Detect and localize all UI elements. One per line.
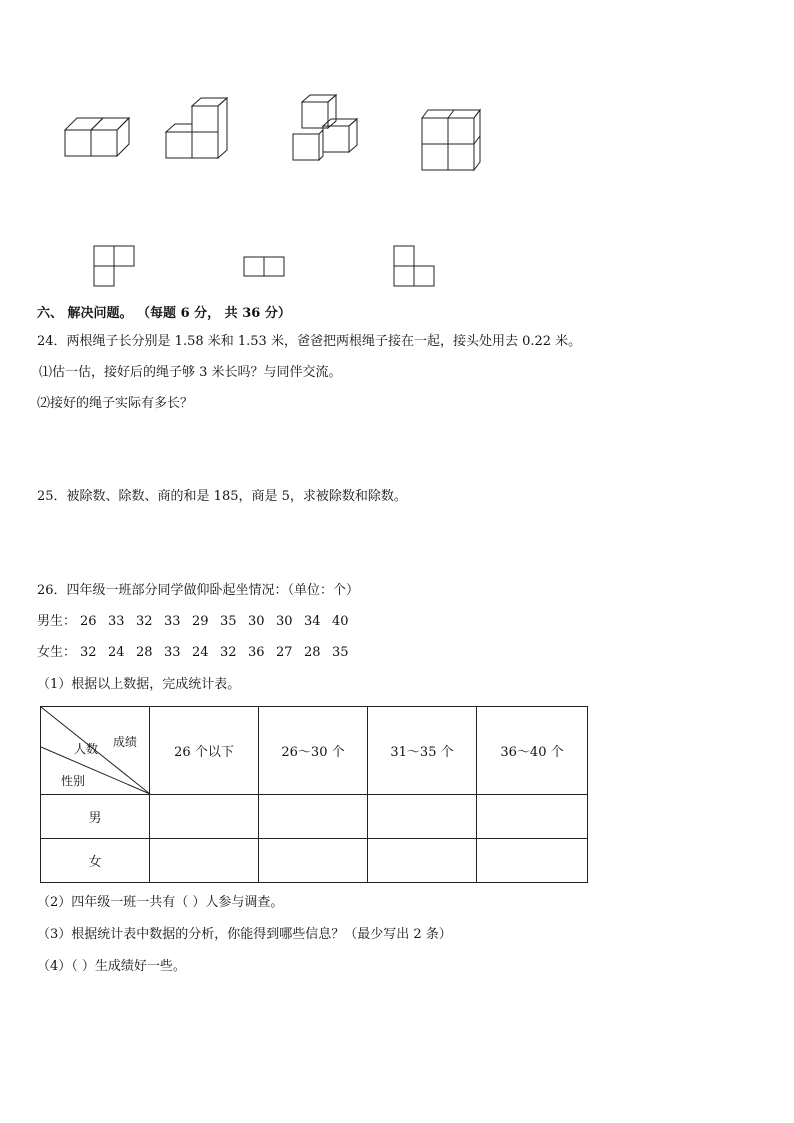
answer-cell[interactable]: [368, 839, 477, 883]
answer-cell[interactable]: [368, 795, 477, 839]
q26-part1: （1）根据以上数据，完成统计表。: [37, 677, 241, 692]
answer-cell[interactable]: [259, 839, 368, 883]
corner-count-label: 人数: [74, 742, 99, 756]
q26-stem: 26．四年级一班部分同学做仰卧起坐情况：（单位：个）: [37, 583, 360, 598]
girls-value: 35: [332, 645, 349, 660]
cube-solid-3: [290, 92, 364, 164]
girls-value: 27: [276, 645, 293, 660]
col-header-4: 36～40 个: [477, 707, 588, 795]
girls-value: 36: [248, 645, 265, 660]
girls-data-row: [37, 645, 360, 661]
girls-value: 24: [192, 645, 209, 660]
answer-cell[interactable]: [150, 795, 259, 839]
q24-part1: ⑴估一估，接好后的绳子够 3 米长吗？与同伴交流。: [39, 365, 342, 380]
boys-value: 29: [192, 614, 209, 629]
q25-stem: 25．被除数、除数、商的和是 185，商是 5，求被除数和除数。: [37, 489, 407, 504]
corner-gender-label: 性别: [61, 774, 86, 788]
boys-value: 26: [80, 614, 97, 629]
girls-label: 女生：: [37, 645, 77, 660]
corner-score-label: 成绩: [113, 735, 138, 749]
boys-value: 35: [220, 614, 237, 629]
answer-cell[interactable]: [477, 795, 588, 839]
boys-value: 34: [304, 614, 321, 629]
row-header-girls: 女: [41, 839, 150, 883]
answer-cell[interactable]: [150, 839, 259, 883]
boys-value: 33: [164, 614, 181, 629]
boys-data-row: [37, 614, 360, 630]
section-heading: 六、 解决问题。 （每题 6 分， 共 36 分）: [37, 306, 291, 321]
boys-value: 30: [276, 614, 293, 629]
view-1: [93, 245, 137, 289]
girls-value: 28: [304, 645, 321, 660]
girls-value: 28: [136, 645, 153, 660]
boys-values: [76, 614, 360, 629]
girls-value: 32: [220, 645, 237, 660]
table-corner-cell: [41, 707, 150, 795]
boys-value: 33: [108, 614, 125, 629]
cube-solid-4: [418, 104, 488, 170]
view-2: [243, 256, 287, 278]
statistics-table: [40, 706, 588, 883]
girls-value: 32: [80, 645, 97, 660]
row-header-boys: 男: [41, 795, 150, 839]
q26-part3: （3）根据统计表中数据的分析，你能得到哪些信息？（最少写出 2 条）: [37, 927, 452, 942]
boys-label: 男生：: [37, 614, 77, 629]
view-3: [393, 245, 437, 289]
girls-value: 33: [164, 645, 181, 660]
col-header-1: 26 个以下: [150, 707, 259, 795]
q26-part4: （4）（ ）生成绩好一些。: [37, 959, 186, 974]
q26-part2: （2）四年级一班一共有（ ）人参与调查。: [37, 895, 284, 910]
boys-value: 32: [136, 614, 153, 629]
answer-cell[interactable]: [477, 839, 588, 883]
col-header-3: 31～35 个: [368, 707, 477, 795]
q24-stem: 24．两根绳子长分别是 1.58 米和 1.53 米，爸爸把两根绳子接在一起，接头处用去 0.22 米。: [37, 334, 582, 349]
girls-values: [76, 645, 360, 660]
col-header-2: 26～30 个: [259, 707, 368, 795]
girls-value: 24: [108, 645, 125, 660]
cube-solid-2: [162, 96, 232, 162]
boys-value: 40: [332, 614, 349, 629]
cube-solid-1: [60, 112, 130, 162]
answer-cell[interactable]: [259, 795, 368, 839]
q24-part2: ⑵接好的绳子实际有多长？: [37, 396, 194, 411]
boys-value: 30: [248, 614, 265, 629]
